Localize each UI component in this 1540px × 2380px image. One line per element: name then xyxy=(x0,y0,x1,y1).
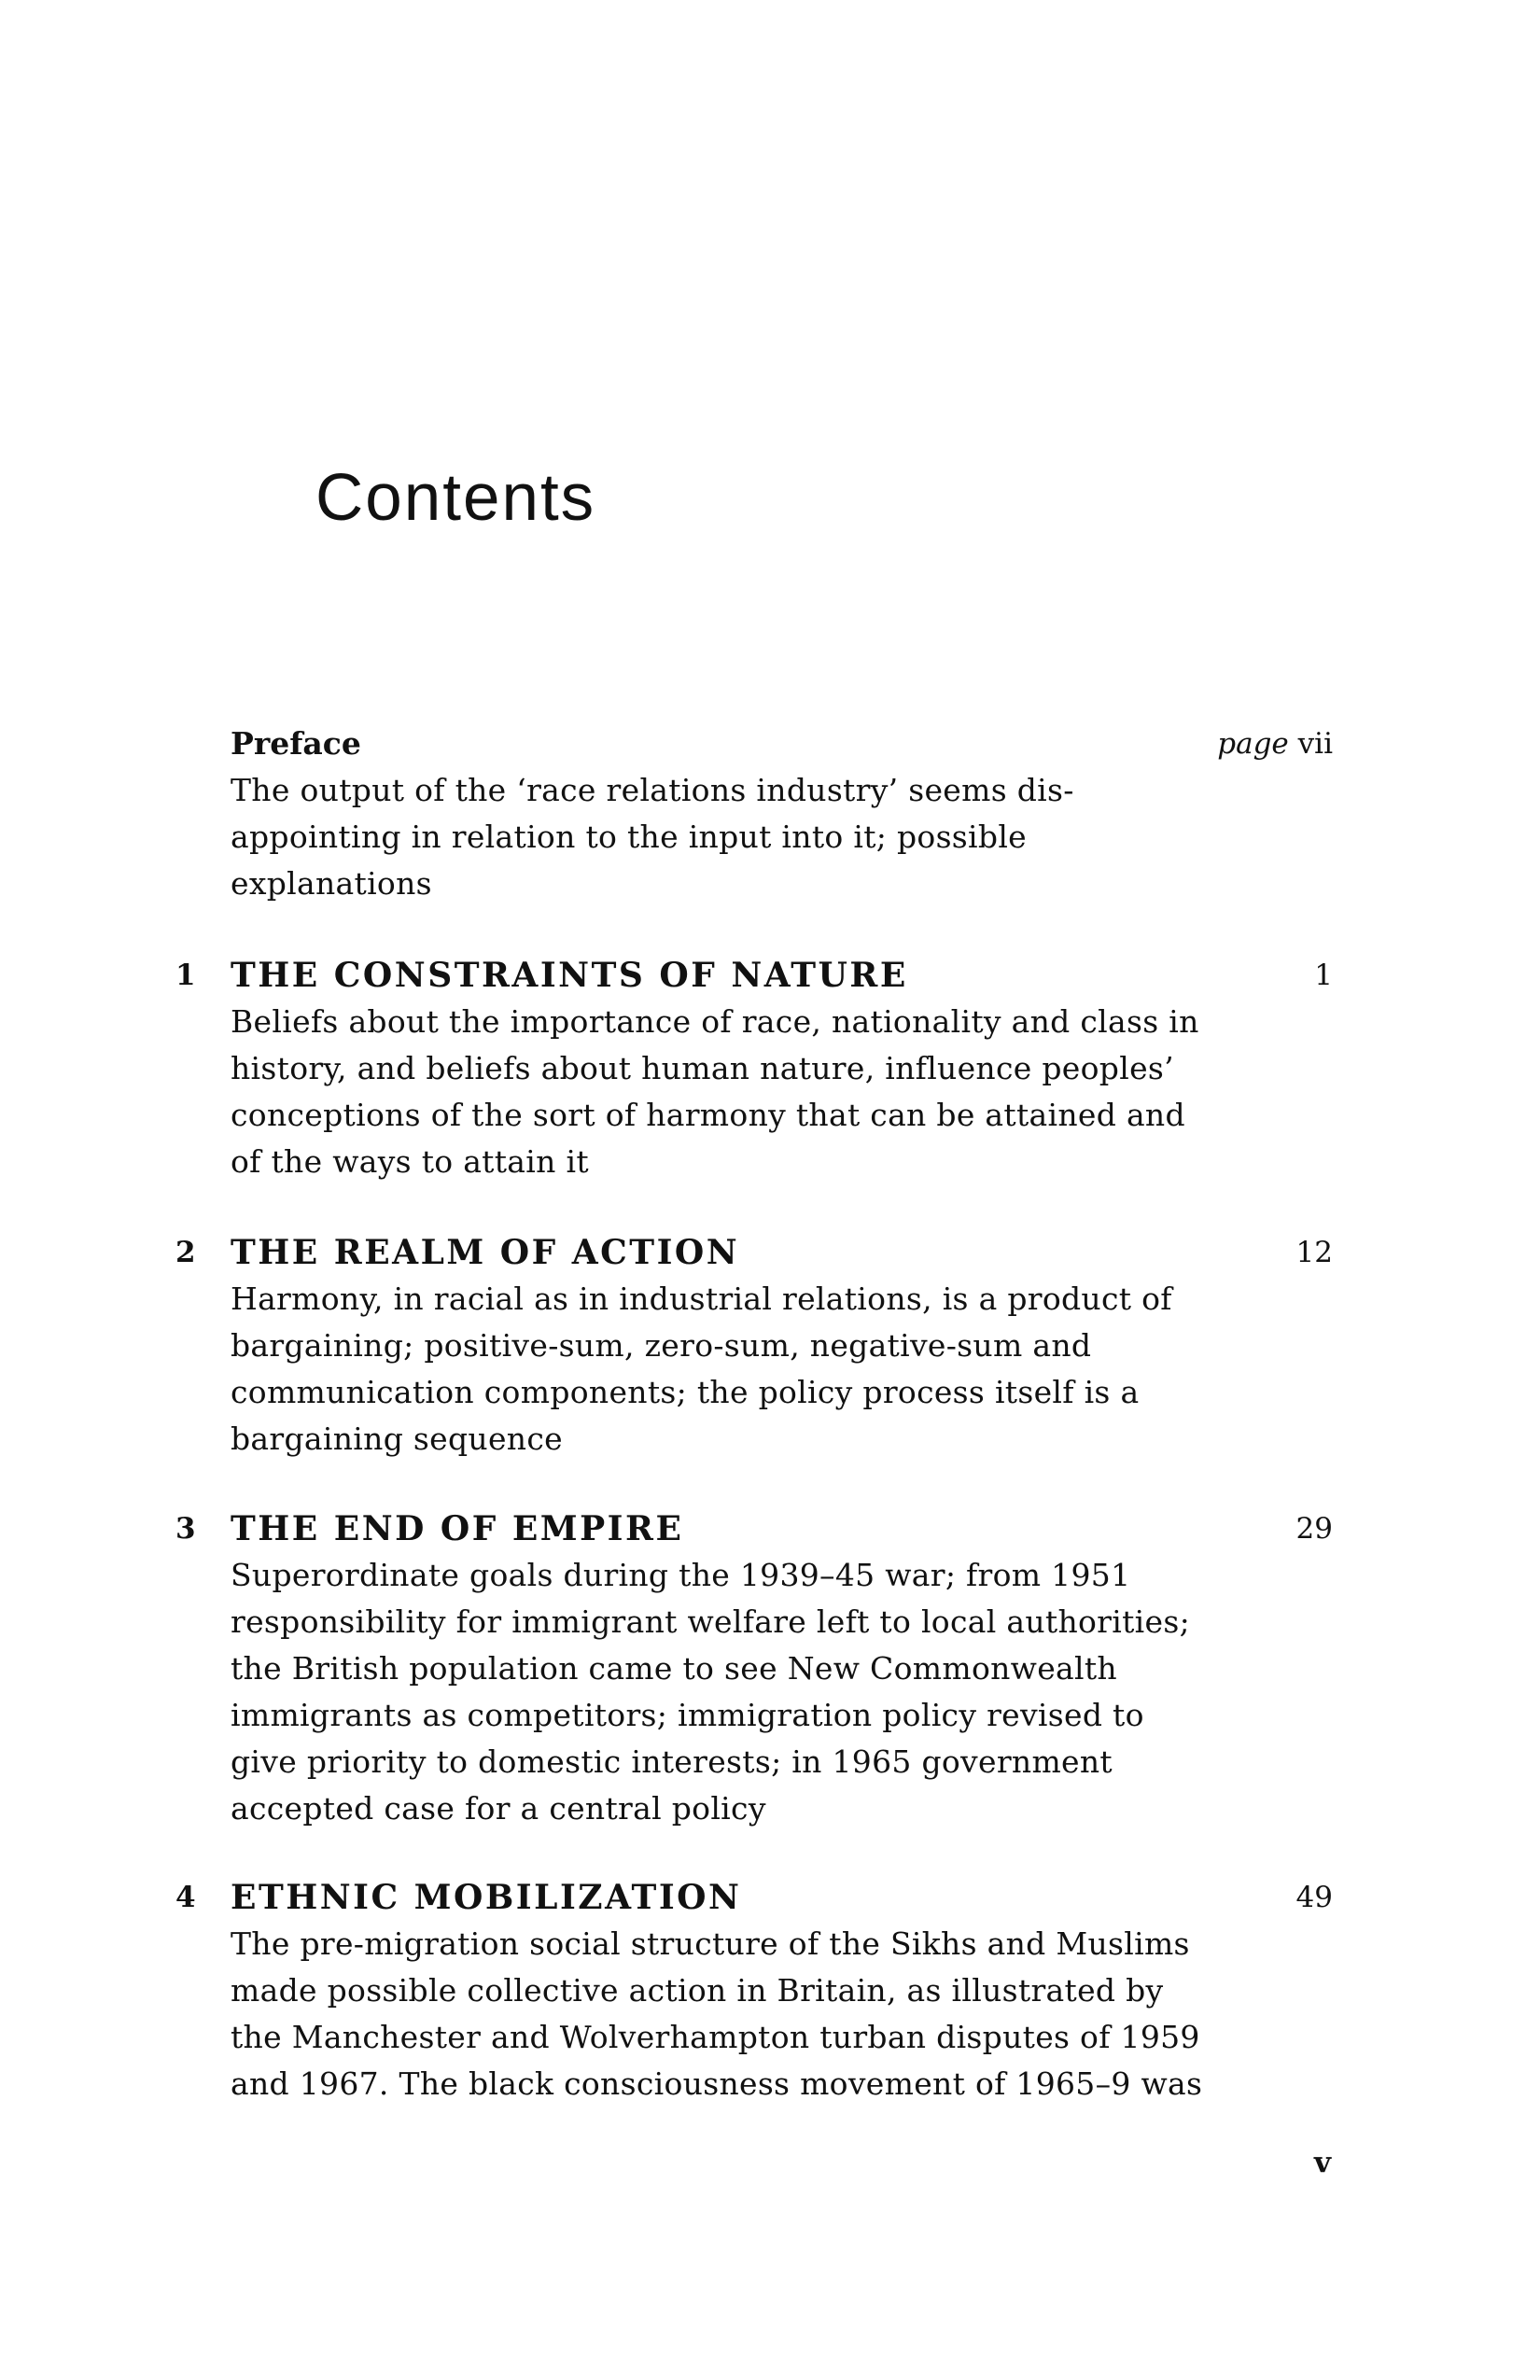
chapter-title: THE REALM OF ACTION xyxy=(231,1233,740,1272)
description-line: of the ways to attain it xyxy=(231,1143,589,1180)
folio-page-number: v xyxy=(1313,2146,1331,2179)
chapter-description xyxy=(231,999,1201,1185)
page-number: 1 xyxy=(1314,959,1333,992)
page-number: 49 xyxy=(1295,1881,1333,1914)
description-line: Superordinate goals during the 1939–45 war; from 1951 xyxy=(231,1557,1131,1593)
description-line: appointing in relation to the input into it; possible xyxy=(231,819,1028,855)
description-line: accepted case for a central policy xyxy=(231,1790,766,1827)
description-line: responsibility for immigrant welfare left to local authorities; xyxy=(231,1603,1191,1640)
description-line: and 1967. The black consciousness movement of 1965–9 was xyxy=(231,2065,1203,2102)
preface-heading: Preface xyxy=(231,725,361,762)
description-line: the British population came to see New Commonwealth xyxy=(231,1650,1117,1687)
description-line: bargaining; positive-sum, zero-sum, negative-sum and xyxy=(231,1327,1092,1364)
page-number: vii xyxy=(1297,727,1333,761)
page-number: 29 xyxy=(1295,1512,1333,1546)
chapter-number: 2 xyxy=(175,1236,196,1269)
description-line: give priority to domestic interests; in 1965 government xyxy=(231,1743,1113,1780)
description-line: history, and beliefs about human nature, influence peoples’ xyxy=(231,1050,1174,1086)
description-line: bargaining sequence xyxy=(231,1421,563,1457)
description-line: Harmony, in racial as in industrial relations, is a product of xyxy=(231,1281,1172,1317)
page-label: page xyxy=(1217,727,1289,761)
description-line: explanations xyxy=(231,865,432,902)
description-line: Beliefs about the importance of race, nationality and class in xyxy=(231,1003,1199,1040)
page-title: Contents xyxy=(315,461,596,535)
description-line: the Manchester and Wolverhampton turban disputes of 1959 xyxy=(231,2019,1200,2055)
chapter-number: 1 xyxy=(175,959,196,992)
chapter-description xyxy=(231,1276,1201,1463)
preface-page-ref xyxy=(1217,721,1333,767)
chapter-title: ETHNIC MOBILIZATION xyxy=(231,1878,742,1917)
chapter-number: 4 xyxy=(175,1881,196,1914)
chapter-title: THE END OF EMPIRE xyxy=(231,1509,684,1548)
description-line: made possible collective action in Britain, as illustrated by xyxy=(231,1972,1164,2009)
chapter-title: THE CONSTRAINTS OF NATURE xyxy=(231,956,908,995)
description-line: conceptions of the sort of harmony that can be attained and xyxy=(231,1097,1185,1133)
chapter-description xyxy=(231,1921,1201,2107)
description-line: The pre-migration social structure of the Sikhs and Muslims xyxy=(231,1925,1190,1962)
chapter-description xyxy=(231,1552,1201,1832)
chapter-number: 3 xyxy=(175,1512,196,1546)
description-line: communication components; the policy process itself is a xyxy=(231,1374,1140,1410)
description-line: The output of the ‘race relations industry’ seems dis- xyxy=(231,772,1074,808)
preface-description xyxy=(231,767,1201,907)
description-line: immigrants as competitors; immigration policy revised to xyxy=(231,1697,1144,1733)
page-number: 12 xyxy=(1295,1236,1333,1269)
